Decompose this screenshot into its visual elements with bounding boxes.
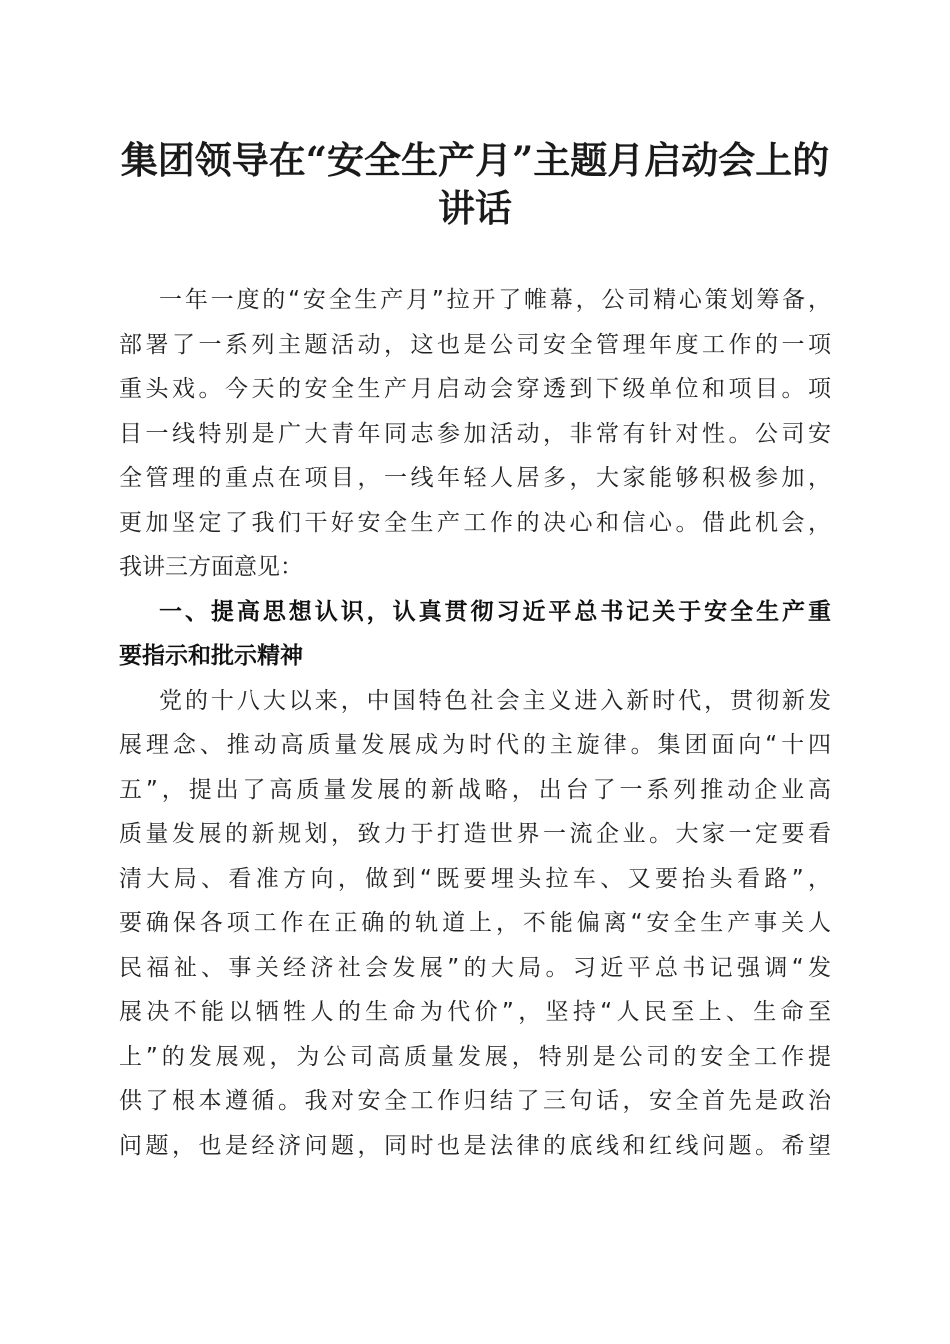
paragraph-line: 清大局、看准方向，做到“既要埋头拉车、又要抬头看路”，: [119, 865, 831, 892]
paragraph-line: 全管理的重点在项目，一线年轻人居多，大家能够积极参加，: [119, 465, 831, 491]
paragraph-line: 五”，提出了高质量发展的新战略，出台了一系列推动企业高: [119, 776, 831, 803]
paragraph-line: 党的十八大以来，中国特色社会主义进入新时代，贯彻新发: [159, 687, 831, 714]
document-body: [119, 278, 831, 1168]
paragraph-line: 目一线特别是广大青年同志参加活动，非常有针对性。公司安: [119, 420, 831, 447]
title-line-1: 集团领导在“安全生产月”主题月启动会上的: [120, 138, 830, 182]
paragraph-line: 展决不能以牺牲人的生命为代价”，坚持“人民至上、生命至: [119, 999, 831, 1025]
paragraph-line: 质量发展的新规划，致力于打造世界一流企业。大家一定要看: [119, 821, 831, 847]
paragraph-line: 供了根本遵循。我对安全工作归结了三句话，安全首先是政治: [119, 1088, 831, 1114]
section-heading-line: 一、提高思想认识，认真贯彻习近平总书记关于安全生产重: [159, 598, 831, 625]
paragraph-line: 我讲三方面意见：: [119, 554, 303, 580]
title-line-2: 讲话: [438, 186, 512, 230]
section-heading-line: 要指示和批示精神: [119, 643, 303, 669]
paragraph-line: 展理念、推动高质量发展成为时代的主旋律。集团面向“十四: [119, 732, 831, 758]
document-title: [100, 136, 850, 232]
paragraph-line: 问题，也是经济问题，同时也是法律的底线和红线问题。希望: [119, 1132, 831, 1159]
paragraph-line: 部署了一系列主题活动，这也是公司安全管理年度工作的一项: [119, 331, 831, 358]
paragraph-line: 一年一度的“安全生产月”拉开了帷幕，公司精心策划筹备，: [159, 287, 831, 313]
paragraph-line: 要确保各项工作在正确的轨道上，不能偏离“安全生产事关人: [119, 910, 831, 936]
paragraph-line: 民福祉、事关经济社会发展”的大局。习近平总书记强调“发: [119, 954, 831, 981]
paragraph-line: 上”的发展观，为公司高质量发展，特别是公司的安全工作提: [119, 1043, 831, 1070]
paragraph-line: 更加坚定了我们干好安全生产工作的决心和信心。借此机会，: [119, 509, 831, 536]
paragraph-line: 重头戏。今天的安全生产月启动会穿透到下级单位和项目。项: [119, 376, 831, 402]
